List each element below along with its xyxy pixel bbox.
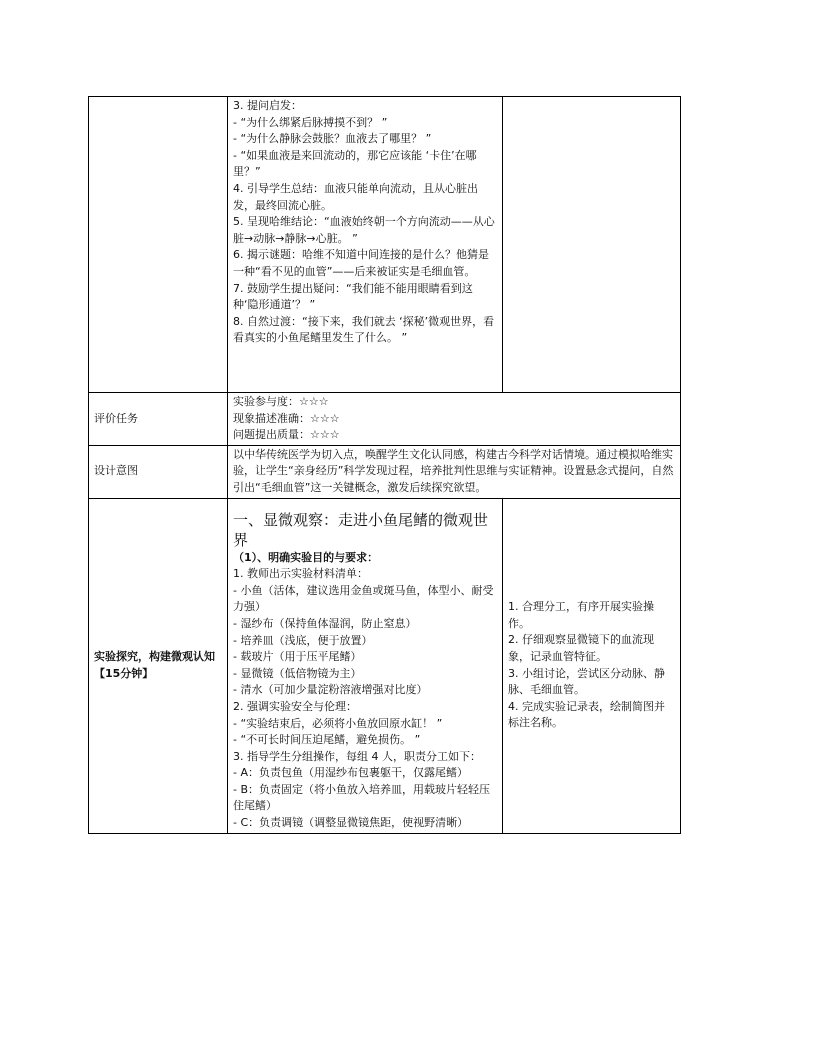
process-line: 7. 鼓励学生提出疑问：“我们能不能用眼睛看到这种‘隐形通道’？ ” [233, 281, 473, 312]
experiment-line: 1. 教师出示实验材料清单： [233, 567, 368, 581]
evaluation-label: 评价任务 [89, 393, 228, 446]
section-subheading: （1）、明确实验目的与要求： [233, 550, 379, 564]
experiment-line: - C：负责调镜（调整显微镜焦距，使视野清晰） [233, 816, 469, 830]
design-intent-label: 设计意图 [89, 445, 228, 498]
experiment-line: - A：负责包鱼（用湿纱布包裹躯干，仅露尾鳍） [233, 766, 468, 780]
process-line: - “为什么绑紧后脉搏摸不到？ ” [233, 115, 388, 129]
design-intent-row [89, 445, 681, 498]
experiment-line: - 培养皿（浅底，便于放置） [233, 633, 373, 647]
experiment-line: - 载玻片（用于压平尾鳍） [233, 650, 362, 664]
experiment-line: - 小鱼（活体，建议选用金鱼或斑马鱼，体型小、耐受力强） [233, 583, 494, 614]
process-line: 8. 自然过渡：“接下来，我们就去 ‘探秘’微观世界，看看真实的小鱼尾鳍里发生了什么。 ” [233, 314, 495, 345]
experiment-line: - “实验结束后，必须将小鱼放回原水缸！ ” [233, 716, 443, 730]
experiment-student-cell [503, 498, 681, 833]
experiment-teacher-cell [228, 498, 503, 833]
evaluation-item: 问题提出质量：☆☆☆ [233, 428, 340, 442]
section-heading: 一、显微观察：走进小鱼尾鳍的微观世界 [233, 510, 489, 549]
experiment-line: - 湿纱布（保持鱼体湿润，防止窒息） [233, 616, 417, 630]
process-line: 3. 提问启发： [233, 99, 302, 112]
experiment-label: 实验探究，构建微观认知【15分钟】 [89, 498, 228, 833]
experiment-line: 3. 指导学生分组操作，每组 4 人，职责分工如下： [233, 749, 481, 763]
lesson-plan-table [88, 96, 681, 834]
student-line: 3. 小组讨论，尝试区分动脉、静脉、毛细血管。 [508, 666, 665, 697]
design-intent-text: 以中华传统医学为切入点，唤醒学生文化认同感，构建古今科学对话情境。通过模拟哈维实验，让学生“亲身经历”科学发现过程，培养批判性思维与实证精神。设置悬念式提问，自然引出“毛细血管”这一关键概念，激发后续探究欲望。 [233, 447, 674, 494]
student-activity-cell [503, 97, 681, 393]
experiment-line: - 显微镜（低倍物镜为主） [233, 666, 362, 680]
process-line: 6. 揭示谜题：哈维不知道中间连接的是什么？他猜是一种“看不见的血管”——后来被证实是毛细血管。 [233, 248, 489, 278]
process-line: 4. 引导学生总结：血液只能单向流动，且从心脏出发，最终回流心脏。 [233, 181, 478, 212]
experiment-line: - “不可长时间压迫尾鳍，避免损伤。 ” [233, 733, 421, 747]
experiment-line: - 清水（可加少量淀粉溶液增强对比度） [233, 683, 428, 697]
process-line: 5. 呈现哈维结论：“血液始终朝一个方向流动——从心脏→动脉→静脉→心脏。 ” [233, 215, 495, 245]
student-line: 2. 仔细观察显微镜下的血流现象，记录血管特征。 [508, 633, 654, 664]
student-line: 4. 完成实验记录表，绘制简图并标注名称。 [508, 699, 665, 730]
experiment-line: - B：负责固定（将小鱼放入培养皿，用载玻片轻轻压住尾鳍） [233, 782, 491, 813]
experiment-line: 2. 强调实验安全与伦理： [233, 699, 357, 713]
process-line: - “如果血液是来回流动的，那它应该能 ‘卡住’在哪里？” [233, 148, 477, 179]
student-line: 1. 合理分工，有序开展实验操作。 [508, 600, 654, 630]
evaluation-content [228, 393, 681, 446]
evaluation-item: 实验参与度：☆☆☆ [233, 395, 329, 408]
teacher-activity-cell [228, 97, 503, 393]
process-label-cell [89, 97, 228, 393]
design-intent-content [228, 445, 681, 498]
evaluation-item: 现象描述准确：☆☆☆ [233, 411, 340, 425]
process-line: - “为什么静脉会鼓胀？血液去了哪里？ ” [233, 132, 432, 146]
experiment-row [89, 498, 681, 833]
process-continued-row [89, 97, 681, 393]
evaluation-row [89, 393, 681, 446]
